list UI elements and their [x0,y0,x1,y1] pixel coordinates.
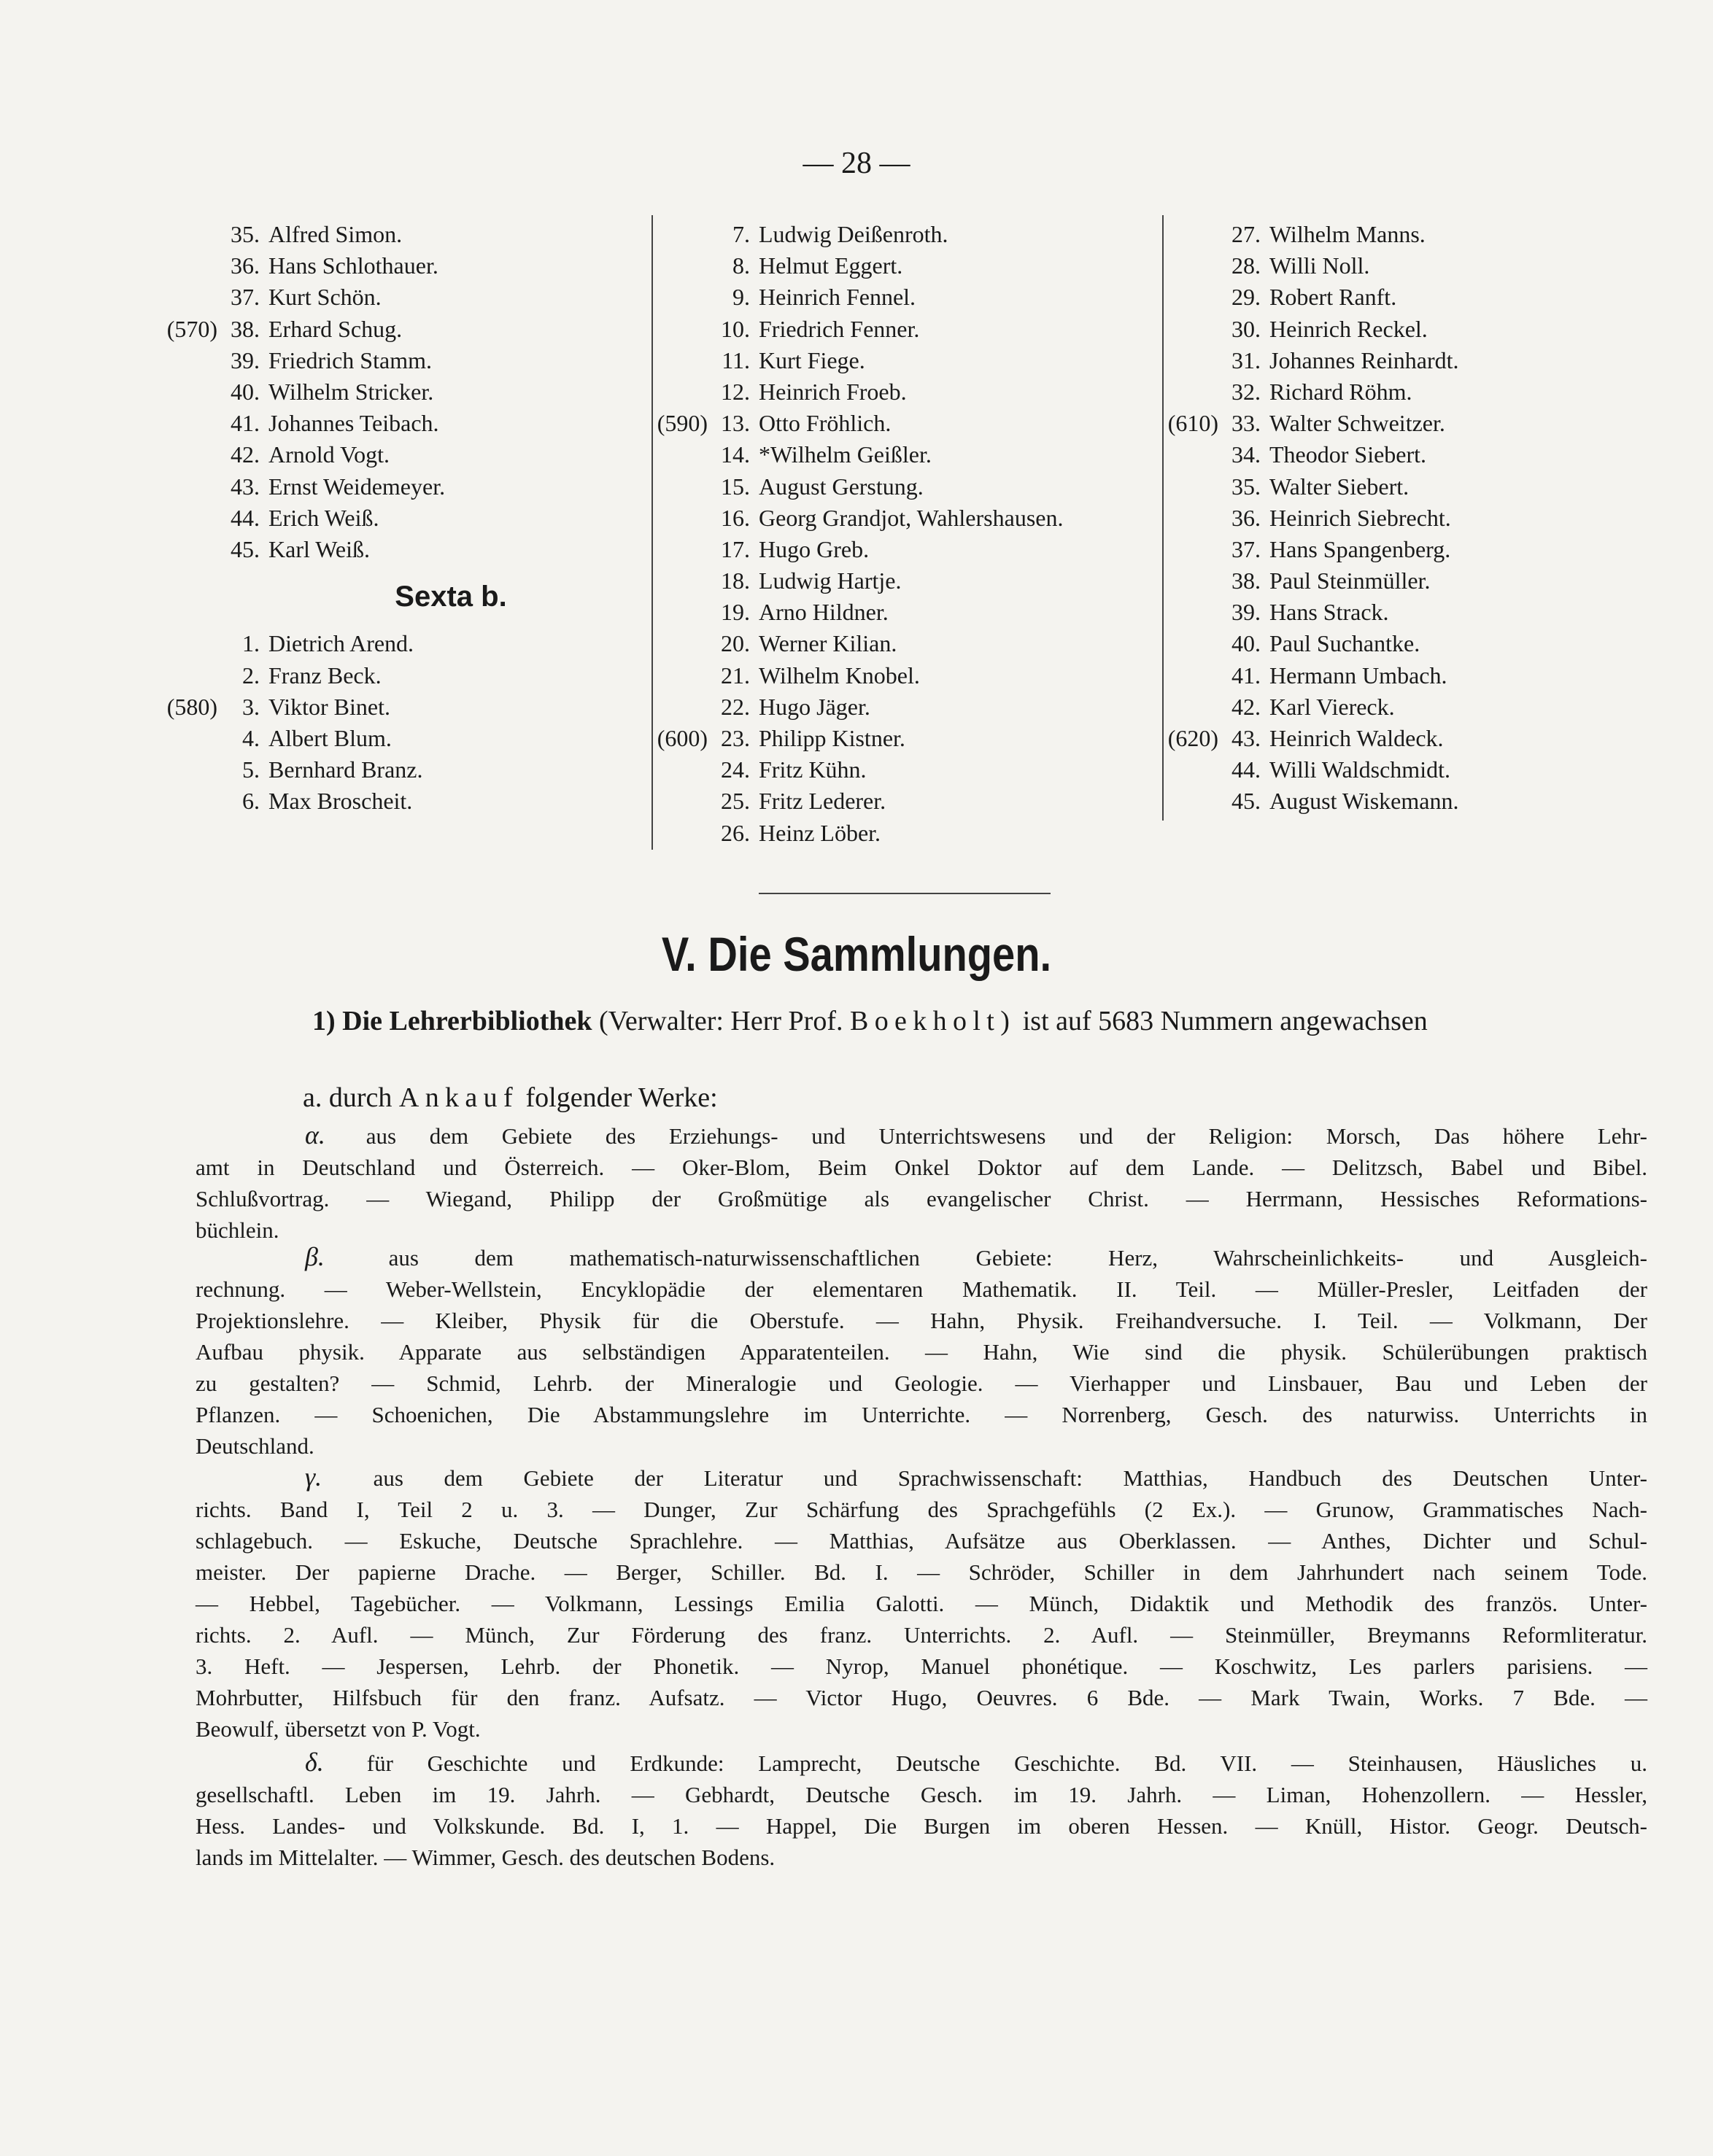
row-count-mark [657,754,715,786]
row-name: Heinrich Waldeck. [1269,725,1444,751]
name-row [1167,597,1634,628]
row-name: Willi Waldschmidt. [1269,756,1450,783]
name-row [1167,723,1634,754]
text-line [196,1556,1647,1588]
lead-pre: (Verwalter: Herr Prof. [599,1006,843,1036]
sub-a-pre: a. durch [303,1082,393,1113]
text-line [196,1152,1647,1183]
row-count-mark [657,565,715,597]
row-number: 45. [1231,788,1261,815]
row-name: Heinrich Siebrecht. [1269,504,1451,531]
name-row [166,250,648,282]
name-row [166,628,648,659]
line-text: 3. Heft. — Jespersen, Lehrb. der Phonetik. — Nyrop, Manuel phonétique. — Koschwitz, Les parlers parisiens. — [196,1653,1647,1679]
row-count-mark [1167,282,1226,313]
row-name: Theodor Siebert. [1269,441,1427,468]
name-row [1167,471,1634,503]
lead-name: Boekholt) [849,1006,1016,1036]
row-count-mark [166,503,225,534]
text-line [196,1120,1647,1152]
name-row [1167,314,1634,345]
row-name: Wilhelm Stricker. [268,378,434,405]
row-name: August Wiskemann. [1269,788,1459,815]
row-count-mark [166,534,225,565]
row-name: Arnold Vogt. [268,441,390,468]
row-name: Johannes Teibach. [268,410,439,437]
line-text: rechnung. — Weber-Wellstein, Encyklopädie der elementaren Mathematik. II. Teil. — Müller-Presler, Leitfaden der [196,1276,1647,1302]
row-name: Karl Viereck. [1269,693,1395,720]
row-number: 5. [242,756,260,783]
row-name: Ludwig Deißenroth. [759,221,948,247]
row-count-mark [166,376,225,408]
section-title: V. Die Sammlungen. [661,927,1052,981]
row-name: Otto Fröhlich. [759,410,892,437]
row-count-mark [657,471,715,503]
line-text: Deutschland. [196,1433,314,1459]
text-line [196,1430,1647,1462]
subsection-letter: γ. [305,1462,322,1492]
name-row [657,314,1160,345]
text-line [196,1462,1647,1494]
row-number: 45. [231,535,260,562]
row-count-mark [657,597,715,628]
row-number: 40. [1231,630,1261,657]
text-line [196,1619,1647,1651]
row-count-mark [166,408,225,439]
row-number: 31. [1231,346,1261,373]
name-row [657,786,1160,817]
text-line [196,1336,1647,1368]
row-count-mark [657,691,715,723]
text-line [196,1305,1647,1336]
row-number: 35. [231,221,260,247]
name-row [166,345,648,376]
row-count-mark [1167,597,1226,628]
row-count-mark: (620) [1167,725,1218,751]
row-name: Heinrich Fennel. [759,284,916,311]
row-number: 4. [242,725,260,752]
text-line [196,1399,1647,1430]
row-name: Kurt Fiege. [759,346,865,373]
name-row [1167,439,1634,470]
sub-a-word: Ankauf [398,1082,519,1113]
row-number: 27. [1231,221,1261,247]
line-text: Mohrbutter, Hilfsbuch für den franz. Aufsatz. — Victor Hugo, Oeuvres. 6 Bde. — Mark Twain, Works. 7 Bde. — [196,1685,1647,1710]
row-number: 35. [1231,473,1261,500]
row-number: 41. [231,410,260,437]
row-name: Robert Ranft. [1269,284,1397,311]
name-row [657,628,1160,659]
line-text: Beowulf, übersetzt von P. Vogt. [196,1716,481,1742]
name-row [657,376,1160,408]
subsection-letter: δ. [305,1748,324,1777]
subheading-a [303,1081,1324,1115]
row-number: 14. [721,441,750,468]
row-name: Walter Schweitzer. [1269,410,1445,437]
row-count-mark [166,754,225,786]
name-row [1167,219,1634,250]
row-count-mark [166,345,225,376]
name-row [166,376,648,408]
column-end-rule [759,893,1051,894]
row-name: Alfred Simon. [268,221,403,247]
class-heading: Sexta b. [395,581,507,613]
row-count-mark [1167,691,1226,723]
row-number: 3. [242,693,260,720]
line-text: Schlußvortrag. — Wiegand, Philipp der Großmütige als evangelischer Christ. — Herrmann, Hessisches Reformations- [196,1186,1647,1211]
row-name: August Gerstung. [759,473,924,500]
line-text: Hess. Landes- und Volkskunde. Bd. I, 1. — Happel, Die Burgen im oberen Hessen. — Knüll, Histor. Geogr. Deutsch- [196,1813,1647,1839]
row-number: 24. [721,756,750,783]
name-row [1167,754,1634,786]
line-text: — Hebbel, Tagebücher. — Volkmann, Lessings Emilia Galotti. — Münch, Didaktik und Methodik des französ. Unter- [196,1591,1647,1616]
line-text: richts. 2. Aufl. — Münch, Zur Förderung des franz. Unterrichts. 2. Aufl. — Steinmüller, Breymanns Reformliteratur. [196,1622,1647,1648]
row-name: Fritz Kühn. [759,756,867,783]
row-count-mark [657,376,715,408]
row-number: 34. [1231,441,1261,468]
name-row [1167,503,1634,534]
line-text: für Geschichte und Erdkunde: Lamprecht, Deutsche Geschichte. Bd. VII. — Steinhausen, Häusliches u. [366,1750,1647,1776]
row-count-mark [166,786,225,817]
row-name: Viktor Binet. [268,693,390,720]
row-count-mark [1167,565,1226,597]
row-count-mark [657,534,715,565]
row-count-mark [1167,786,1226,817]
text-line [196,1183,1647,1214]
row-number: 32. [1231,378,1261,405]
row-number: 44. [231,504,260,531]
row-count-mark [166,250,225,282]
name-row [1167,345,1634,376]
row-count-mark [1167,250,1226,282]
paragraph-delta [196,1747,1647,1873]
row-number: 19. [721,599,750,626]
name-row [166,754,648,786]
row-number: 38. [231,315,260,342]
name-row [1167,250,1634,282]
row-name: Hermann Umbach. [1269,662,1447,689]
row-number: 23. [721,725,750,751]
row-number: 9. [732,284,750,311]
row-count-mark [1167,314,1226,345]
lead-post: ist auf 5683 Nummern angewachsen [1022,1006,1428,1036]
line-text: Projektionslehre. — Kleiber, Physik für die Oberstufe. — Hahn, Physik. Freihandversuche. I. Teil. — Volkmann, Der [196,1308,1647,1333]
line-text: amt in Deutschland und Österreich. — Oker-Blom, Beim Onkel Doktor auf dem Lande. — Delitzsch, Babel und Bibel. [196,1155,1647,1180]
line-text: lands im Mittelalter. — Wimmer, Gesch. des deutschen Bodens. [196,1845,776,1870]
row-name: Karl Weiß. [268,535,371,562]
subsection-letter: α. [305,1120,325,1149]
name-row [657,818,1160,849]
name-row [657,408,1160,439]
name-row [1167,660,1634,691]
row-number: 12. [721,378,750,405]
row-name: Ludwig Hartje. [759,567,902,594]
text-line [196,1525,1647,1556]
text-line [196,1588,1647,1619]
line-text: Pflanzen. — Schoenichen, Die Abstammungslehre im Unterrichte. — Norrenberg, Gesch. des naturwiss. Unterrichts in [196,1402,1647,1427]
row-count-mark [166,439,225,470]
name-row [166,408,648,439]
row-name: Heinrich Reckel. [1269,315,1428,342]
name-row [1167,786,1634,817]
text-line [196,1273,1647,1305]
row-name: Bernhard Branz. [268,756,423,783]
name-row [657,250,1160,282]
row-count-mark [657,786,715,817]
row-count-mark [166,282,225,313]
row-number: 20. [721,630,750,657]
row-number: 39. [1231,599,1261,626]
row-name: Georg Grandjot, Wahlershausen. [759,504,1064,531]
row-count-mark [1167,503,1226,534]
line-text: richts. Band I, Teil 2 u. 3. — Dunger, Zur Schärfung des Sprachgefühls (2 Ex.). — Grunow, Grammatisches Nach- [196,1497,1647,1522]
row-count-mark [166,219,225,250]
name-row [657,503,1160,534]
name-row [1167,534,1634,565]
name-row [657,471,1160,503]
row-name: Wilhelm Manns. [1269,221,1426,247]
row-number: 43. [231,473,260,500]
name-column-2 [657,219,1160,849]
row-number: 21. [721,662,750,689]
name-row [657,597,1160,628]
name-row [1167,628,1634,659]
page-number: — 28 — [803,147,910,180]
row-number: 15. [721,473,750,500]
name-row [166,723,648,754]
row-name: Hugo Greb. [759,535,870,562]
row-name: Johannes Reinhardt. [1269,346,1459,373]
name-row [657,282,1160,313]
row-name: Arno Hildner. [759,599,889,626]
row-count-mark [166,723,225,754]
row-number: 28. [1231,252,1261,279]
row-number: 36. [1231,504,1261,531]
text-line [196,1651,1647,1682]
subsection-letter: β. [305,1242,325,1271]
column-divider-2 [1162,215,1164,821]
row-number: 37. [231,284,260,311]
text-line [196,1810,1647,1842]
line-text: schlagebuch. — Eskuche, Deutsche Sprachlehre. — Matthias, Aufsätze aus Oberklassen. — Anthes, Dichter und Schul- [196,1528,1647,1554]
name-row [166,691,648,723]
row-number: 8. [732,252,750,279]
row-count-mark [1167,345,1226,376]
text-line [196,1747,1647,1779]
row-name: Erich Weiß. [268,504,379,531]
row-name: *Wilhelm Geißler. [759,441,932,468]
name-row [166,282,648,313]
name-row [1167,565,1634,597]
line-text: gesellschaftl. Leben im 19. Jahrh. — Gebhardt, Deutsche Gesch. im 19. Jahrh. — Liman, Hohenzollern. — Hessler, [196,1782,1647,1807]
row-number: 6. [242,788,260,815]
row-count-mark [166,628,225,659]
text-line [196,1368,1647,1399]
sub-a-post: folgender Werke: [525,1082,718,1113]
row-name: Heinz Löber. [759,819,881,846]
row-count-mark [657,503,715,534]
line-text: meister. Der papierne Drache. — Berger, Schiller. Bd. I. — Schröder, Schiller in dem Jahrhundert nach seinem Tode. [196,1559,1647,1585]
row-number: 22. [721,693,750,720]
row-number: 41. [1231,662,1261,689]
row-number: 11. [722,346,750,373]
name-column-1 [166,219,648,818]
row-name: Paul Suchantke. [1269,630,1420,657]
row-count-mark [1167,660,1226,691]
name-row [657,565,1160,597]
name-row [657,219,1160,250]
row-count-mark: (580) [166,693,217,720]
row-count-mark [1167,628,1226,659]
row-name: Fritz Lederer. [759,788,886,815]
row-name: Erhard Schug. [268,315,403,342]
row-count-mark [657,818,715,849]
row-name: Albert Blum. [268,725,392,752]
row-count-mark [1167,439,1226,470]
name-row [657,754,1160,786]
row-name: Wilhelm Knobel. [759,662,920,689]
row-name: Hans Spangenberg. [1269,535,1451,562]
row-name: Helmut Eggert. [759,252,903,279]
row-name: Richard Röhm. [1269,378,1412,405]
line-text: aus dem Gebiete der Literatur und Sprachwissenschaft: Matthias, Handbuch des Deutschen Unter- [373,1465,1647,1491]
row-name: Kurt Schön. [268,284,382,311]
line-text: aus dem mathematisch-naturwissenschaftlichen Gebiete: Herz, Wahrscheinlichkeits- und Ausgleich- [388,1245,1648,1271]
name-row [1167,691,1634,723]
name-row [1167,376,1634,408]
row-count-mark [166,660,225,691]
row-count-mark: (610) [1167,410,1218,437]
row-count-mark [657,345,715,376]
name-row [1167,282,1634,313]
text-line [196,1682,1647,1713]
row-number: 26. [721,819,750,846]
row-name: Franz Beck. [268,662,382,689]
row-count-mark [1167,471,1226,503]
row-number: 10. [721,315,750,342]
row-number: 18. [721,567,750,594]
row-count-mark [657,314,715,345]
row-name: Friedrich Fenner. [759,315,920,342]
row-name: Paul Steinmüller. [1269,567,1431,594]
line-text: Aufbau physik. Apparate aus selbständigen Apparatenteilen. — Hahn, Wie sind die physik. Schülerübungen praktisch [196,1339,1647,1365]
row-count-mark: (600) [657,725,708,751]
row-name: Willi Noll. [1269,252,1370,279]
row-number: 36. [231,252,260,279]
name-row [166,314,648,345]
row-name: Max Broscheit. [268,788,413,815]
row-name: Ernst Weidemeyer. [268,473,446,500]
row-count-mark [1167,376,1226,408]
row-number: 13. [721,410,750,437]
row-name: Friedrich Stamm. [268,346,432,373]
row-count-mark [657,219,715,250]
row-number: 1. [242,630,260,657]
row-count-mark [657,660,715,691]
name-row [166,534,648,565]
name-row [657,691,1160,723]
row-number: 16. [721,504,750,531]
row-number: 39. [231,346,260,373]
paragraph-beta [196,1241,1647,1462]
row-number: 17. [721,535,750,562]
row-name: Philipp Kistner. [759,725,905,751]
row-name: Werner Kilian. [759,630,897,657]
row-number: 33. [1231,410,1261,437]
text-line [196,1842,1647,1873]
paragraph-alpha [196,1120,1647,1246]
row-count-mark [166,471,225,503]
name-column-3 [1167,219,1634,818]
line-text: büchlein. [196,1217,279,1243]
row-count-mark: (570) [166,315,217,342]
name-row [657,723,1160,754]
row-count-mark [657,282,715,313]
row-name: Hans Strack. [1269,599,1389,626]
text-line [196,1494,1647,1525]
row-count-mark [657,628,715,659]
row-count-mark [657,439,715,470]
name-row [166,439,648,470]
line-text: aus dem Gebiete des Erziehungs- und Unterrichtswesens und der Religion: Morsch, Das höhere Lehr- [366,1123,1647,1149]
row-name: Walter Siebert. [1269,473,1410,500]
row-number: 42. [231,441,260,468]
name-row [166,786,648,817]
row-name: Hans Schlothauer. [268,252,438,279]
text-line [196,1241,1647,1273]
text-line [196,1779,1647,1810]
lead-title: 1) Die Lehrerbibliothek [312,1006,592,1036]
row-count-mark [657,250,715,282]
row-number: 38. [1231,567,1261,594]
name-row [1167,408,1634,439]
row-number: 30. [1231,315,1261,342]
name-row [166,471,648,503]
row-number: 42. [1231,693,1261,720]
row-name: Dietrich Arend. [268,630,414,657]
name-row [657,660,1160,691]
row-number: 43. [1231,725,1261,751]
name-row [657,345,1160,376]
row-count-mark [1167,754,1226,786]
text-line [196,1713,1647,1745]
row-count-mark [1167,219,1226,250]
row-number: 29. [1231,284,1261,311]
row-number: 7. [732,221,750,247]
name-row [166,503,648,534]
name-row [166,660,648,691]
name-row [166,219,648,250]
row-name: Heinrich Froeb. [759,378,907,405]
column-divider-1 [651,215,653,850]
row-number: 25. [721,788,750,815]
row-number: 44. [1231,756,1261,783]
name-row [657,439,1160,470]
line-text: zu gestalten? — Schmid, Lehrb. der Mineralogie und Geologie. — Vierhapper und Linsbauer, Bau und Leben der [196,1370,1647,1396]
row-number: 37. [1231,535,1261,562]
row-number: 40. [231,378,260,405]
library-lead [196,1004,1647,1039]
row-count-mark: (590) [657,410,708,437]
paragraph-gamma [196,1462,1647,1745]
name-row [657,534,1160,565]
row-number: 2. [242,662,260,689]
row-count-mark [1167,534,1226,565]
row-name: Hugo Jäger. [759,693,870,720]
